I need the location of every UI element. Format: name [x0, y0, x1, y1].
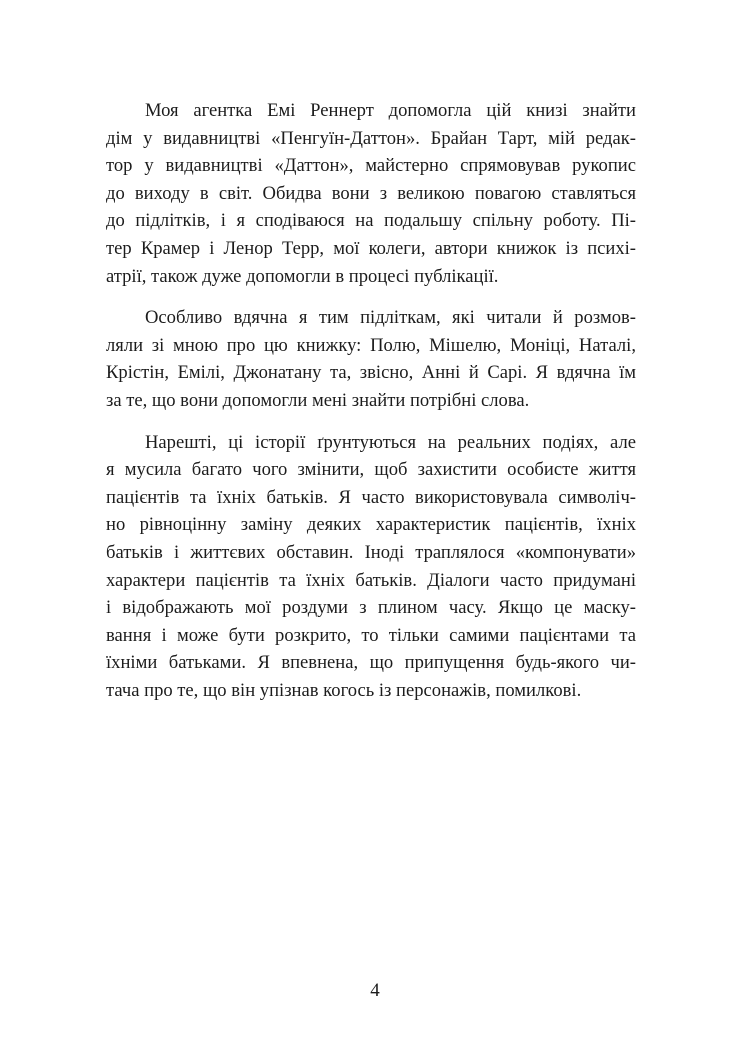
text-line: тача про те, що він упізнав когось із персонажів, помилкові. — [106, 679, 582, 701]
text-line: Моя агентка Емі Реннерт допомогла цій книзі знайти — [145, 100, 636, 121]
text-line: батьків і життєвих обставин. Іноді траплялося «компонувати» — [106, 541, 636, 563]
paragraph-acknowledgements-agent — [106, 97, 636, 290]
text-line: ляли зі мною про цю книжку: Полю, Мішелю, Моніці, Наталі, — [106, 334, 636, 356]
text-line: Особливо вдячна я тим підліткам, які читали й розмов- — [145, 307, 636, 329]
text-line: атрії, також дуже допомогли в процесі публікації. — [106, 265, 499, 287]
text-line: за те, що вони допомогли мені знайти потрібні слова. — [106, 389, 530, 411]
text-line: Крістін, Емілі, Джонатану та, звісно, Анні й Сарі. Я вдячна їм — [106, 362, 636, 384]
text-line: Нарешті, ці історії ґрунтуються на реальних подіях, але — [145, 431, 636, 453]
text-line: характери пацієнтів та їхніх батьків. Діалоги часто придумані — [106, 569, 636, 591]
body-text — [106, 97, 636, 718]
text-line: дім у видавництві «Пенгуїн-Даттон». Брайан Тарт, мій редак- — [106, 127, 636, 149]
page-number: 4 — [370, 980, 380, 1001]
paragraph-disclaimer — [106, 429, 636, 705]
text-line: вання і може бути розкрито, то тільки самими пацієнтами та — [106, 624, 636, 646]
text-line: до підлітків, і я сподіваюся на подальшу спільну роботу. Пі- — [106, 210, 636, 232]
paragraph-acknowledgements-teens — [106, 304, 636, 414]
text-line: пацієнтів та їхніх батьків. Я часто використовувала символіч- — [106, 486, 636, 508]
text-line: тор у видавництві «Даттон», майстерно спрямовував рукопис — [106, 155, 636, 177]
text-line: тер Крамер і Ленор Терр, мої колеги, автори книжок із психі- — [106, 237, 636, 259]
text-line: і відображають мої роздуми з плином часу. Якщо це маску- — [106, 597, 636, 619]
text-line: до виходу в світ. Обидва вони з великою повагою ставляться — [106, 182, 636, 204]
text-line: я мусила багато чого змінити, щоб захистити особисте життя — [106, 459, 636, 481]
text-line: їхніми батьками. Я впевнена, що припущення будь-якого чи- — [106, 652, 636, 674]
text-line: но рівноцінну заміну деяких характеристик пацієнтів, їхніх — [106, 514, 636, 536]
